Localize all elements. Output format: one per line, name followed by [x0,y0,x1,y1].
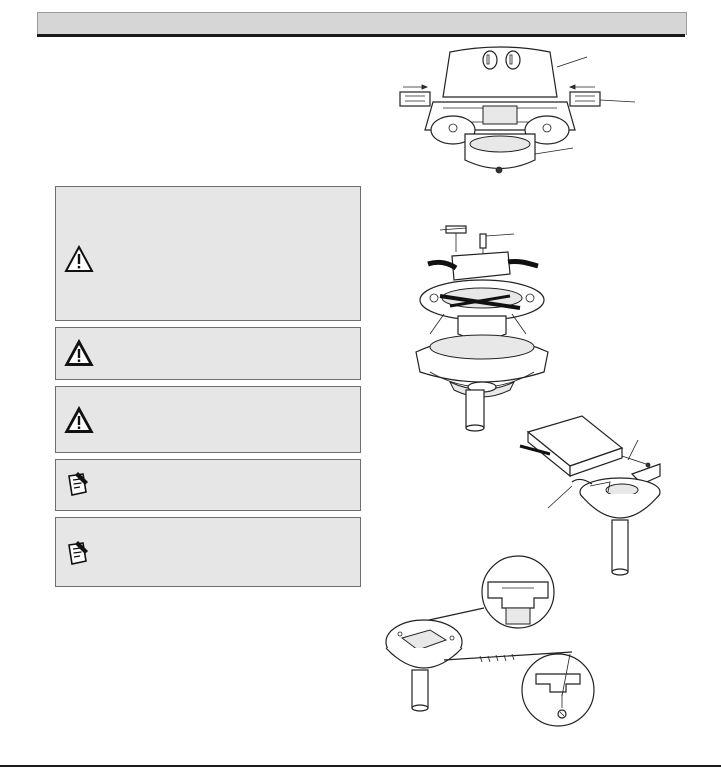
warning-panel-3 [55,386,361,453]
canopy-ceiling-attachment-detail [384,558,614,738]
receiver-insertion-into-canopy [510,412,660,582]
warning-triangle-filled-icon [64,406,94,434]
note-panel-1 [55,459,361,511]
warning-panel-1 [55,186,361,321]
receiver-wiring-into-canopy [410,222,570,432]
bottom-rule [0,765,721,767]
note-panel-2 [55,517,361,587]
header-rule [37,34,685,37]
header-bar [37,12,687,35]
warning-triangle-outline-icon [64,245,94,273]
mounting-bracket-with-slide-blocks [395,42,645,182]
warning-panel-2 [55,327,361,380]
note-pencil-icon [64,539,92,567]
warning-triangle-filled-icon [64,339,94,367]
note-pencil-icon [64,470,92,498]
